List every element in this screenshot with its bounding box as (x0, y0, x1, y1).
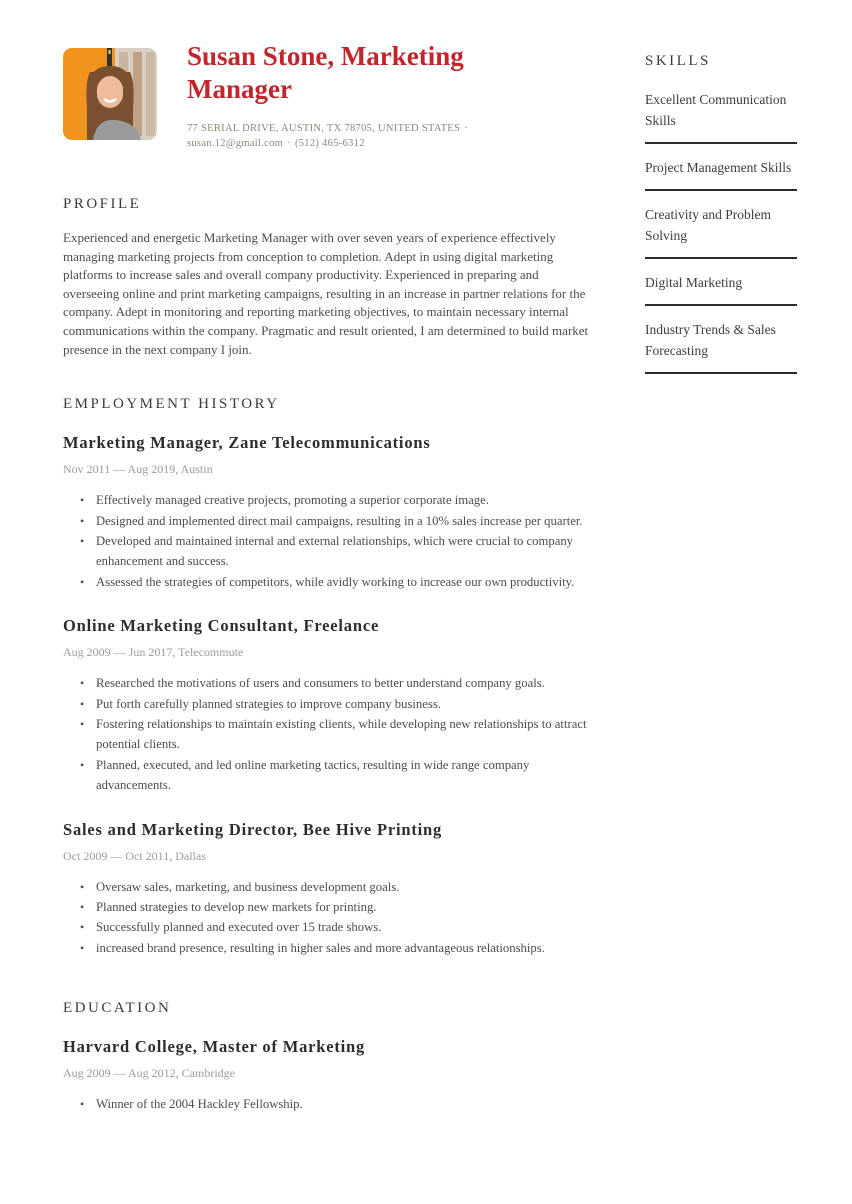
job-bullets (63, 673, 596, 795)
education-period: Aug 2009 — Aug 2012, Cambridge (63, 1066, 235, 1081)
job-period: Oct 2009 — Oct 2011, Dallas (63, 848, 206, 863)
job-entry (63, 820, 596, 959)
skills-list (645, 89, 797, 374)
skill-item: Excellent Communication Skills (645, 89, 797, 144)
header (187, 40, 527, 106)
bullet-item: • Oversaw sales, marketing, and business development goals. (63, 877, 596, 897)
job-title: Online Marketing Consultant, Freelance (63, 616, 380, 636)
bullet-item: • Assessed the strategies of competitors, while avidly working to increase our own productivity. (63, 572, 596, 592)
bullet-item: • Winner of the 2004 Hackley Fellowship. (63, 1094, 596, 1114)
section-education (63, 1000, 596, 1114)
job-bullets (63, 490, 596, 592)
skill-item: Project Management Skills (645, 157, 797, 191)
separator-dot: · (464, 123, 468, 134)
employment-heading: EMPLOYMENT HISTORY (63, 396, 280, 413)
section-employment-history (63, 396, 596, 958)
bullet-item: • Planned strategies to develop new markets for printing. (63, 897, 596, 917)
main-column (63, 196, 596, 1115)
bullet-item: • Designed and implemented direct mail campaigns, resulting in a 10% sales increase per quarter. (63, 511, 596, 531)
address-text: 77 SERIAL DRIVE, AUSTIN, TX 78705, UNITED STATES (187, 123, 461, 134)
education-bullets (63, 1094, 596, 1114)
job-bullets (63, 877, 596, 959)
contact-line-email-phone (187, 136, 547, 151)
section-profile (63, 196, 596, 359)
bullet-item: • Researched the motivations of users and consumers to better understand company goals. (63, 673, 596, 693)
skills-heading: SKILLS (645, 53, 711, 69)
bullet-item: • Planned, executed, and led online marketing tactics, resulting in wide range company advancements. (63, 755, 596, 796)
job-title: Sales and Marketing Director, Bee Hive Printing (63, 819, 443, 839)
skill-item: Digital Marketing (645, 272, 797, 306)
job-period: Nov 2011 — Aug 2019, Austin (63, 462, 213, 477)
job-entry (63, 616, 596, 795)
bullet-item: • Developed and maintained internal and external relationships, which were crucial to company enhancement and success. (63, 531, 596, 572)
contact-info (187, 121, 547, 151)
profile-photo (63, 48, 157, 140)
page-title: Susan Stone, Marketing Manager (187, 41, 464, 104)
profile-heading: PROFILE (63, 196, 142, 212)
skill-item: Creativity and Problem Solving (645, 204, 797, 259)
bullet-item: • Put forth carefully planned strategies to improve company business. (63, 694, 596, 714)
skill-item: Industry Trends & Sales Forecasting (645, 319, 797, 374)
email-text: susan.12@gmail.com (187, 138, 284, 149)
skills-sidebar (645, 53, 797, 387)
bullet-item: • increased brand presence, resulting in higher sales and more advantageous relationships. (63, 938, 596, 958)
phone-text: (512) 465-6312 (294, 138, 365, 149)
separator-dot: · (287, 138, 291, 149)
portrait-photo-icon (63, 127, 157, 140)
contact-line-address (187, 121, 547, 136)
education-title: Harvard College, Master of Marketing (63, 1037, 366, 1057)
bullet-item: • Effectively managed creative projects, promoting a superior corporate image. (63, 490, 596, 510)
education-entry (63, 1037, 596, 1114)
job-period: Aug 2009 — Jun 2017, Telecommute (63, 645, 244, 660)
profile-text: Experienced and energetic Marketing Manager with over seven years of experience effectively managing marketing projects from conception to completion. Adept in using digital marketing platforms to increase sales and overall company productivity. Experienced in preparing and overseeing online and print marketing campaigns, resulting in an increase in partner relations for the company. Adept in monitoring and reporting marketing objectives, to maintain necessary internal communications within the company. Pragmatic and result oriented, I am determined to build market presence in the next company I join. (63, 230, 589, 357)
education-heading: EDUCATION (63, 1000, 172, 1017)
bullet-item: • Fostering relationships to maintain existing clients, while developing new relationships to attract potential clients. (63, 714, 596, 755)
job-entry (63, 433, 596, 592)
bullet-item: • Successfully planned and executed over 15 trade shows. (63, 917, 596, 937)
job-title: Marketing Manager, Zane Telecommunications (63, 433, 431, 453)
